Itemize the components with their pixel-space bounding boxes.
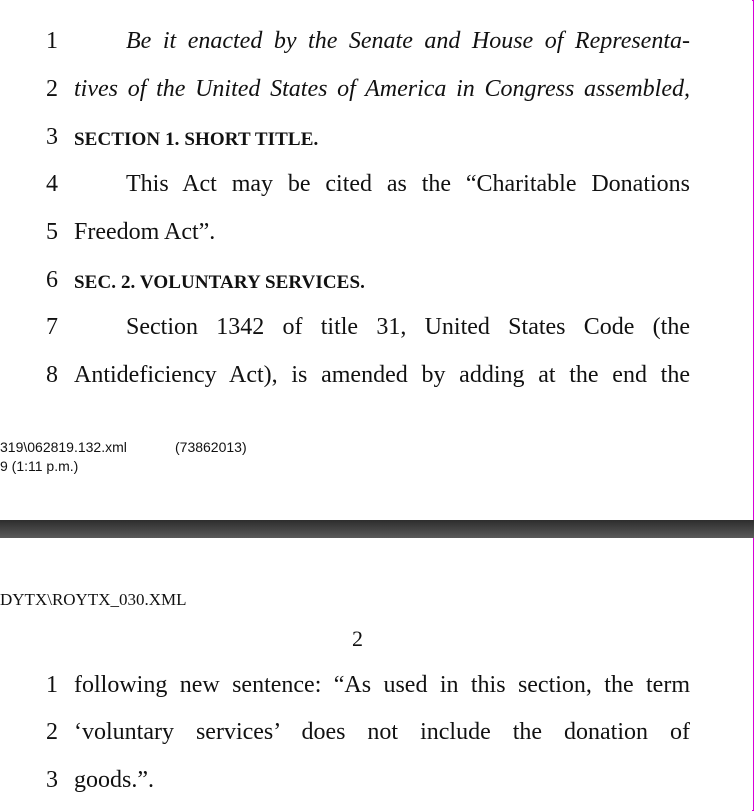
text-line: [0, 171, 752, 207]
line-text: This Act may be cited as the “Charitable Donations: [126, 171, 690, 197]
text-line: [0, 124, 752, 160]
footer-file-path: 319\062819.132.xml: [0, 439, 127, 455]
line-number: 5: [46, 219, 58, 245]
text-line: [0, 719, 752, 755]
section-heading: SECTION 1. SHORT TITLE.: [74, 129, 319, 150]
line-text: Section 1342 of title 31, United States Code (the: [126, 314, 690, 340]
document-page-2: [0, 538, 752, 811]
header-file-path: DYTX\ROYTX_030.XML: [0, 590, 187, 609]
page-number: 2: [352, 626, 363, 651]
text-line: [0, 28, 752, 64]
text-line: [0, 76, 752, 112]
line-text: tives of the United States of America in Congress assembled,: [74, 76, 690, 102]
section-heading: SEC. 2. VOLUNTARY SERVICES.: [74, 272, 365, 293]
line-number: 1: [46, 672, 58, 698]
line-number: 8: [46, 362, 58, 388]
text-line: [0, 362, 752, 398]
line-number: 3: [46, 767, 58, 793]
line-text: following new sentence: “As used in this section, the term: [74, 672, 690, 698]
line-text: Be it enacted by the Senate and House of Representa-: [126, 28, 690, 54]
text-line: [0, 219, 752, 255]
line-number: 1: [46, 28, 58, 54]
text-line: [0, 672, 752, 708]
line-text: goods.”.: [74, 767, 154, 793]
text-line: [0, 267, 752, 303]
line-number: 3: [46, 124, 58, 150]
line-number: 2: [46, 76, 58, 102]
line-number: 6: [46, 267, 58, 293]
footer-time: 9 (1:11 p.m.): [0, 458, 79, 474]
line-number: 4: [46, 171, 58, 197]
line-text: ‘voluntary services’ does not include the donation of: [74, 719, 690, 745]
page-separator: [0, 520, 754, 538]
text-line: [0, 767, 752, 803]
line-number: 2: [46, 719, 58, 745]
line-text: Antideficiency Act), is amended by adding at the end the: [74, 362, 690, 388]
footer-doc-id: (73862013): [175, 439, 247, 455]
line-text: Freedom Act”.: [74, 219, 216, 245]
text-line: [0, 314, 752, 350]
line-number: 7: [46, 314, 58, 340]
